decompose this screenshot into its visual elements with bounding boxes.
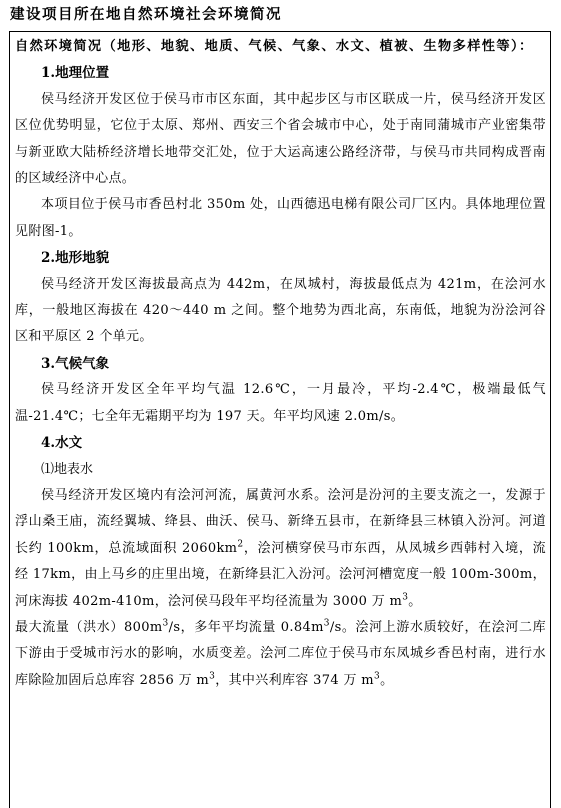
superscript: 2	[237, 539, 244, 550]
text-span: ，浍河横穿侯马市东西，从凤城乡西韩村入境，流经 17km，由上马乡的庄里出境，在新绛县汇入汾河。浍河河槽宽度一般 100m-300m，河床海拔 402m-410m，浍河侯马段年平均径流量为 3000 万 m	[15, 540, 547, 609]
superscript: 3	[209, 671, 216, 682]
subsection-title-terrain: 2.地形地貌	[41, 250, 110, 267]
superscript: 3	[373, 671, 381, 682]
section-heading: 自然环境简况（地形、地貌、地质、气候、气象、水文、植被、生物多样性等）：	[15, 39, 534, 54]
subsection-title-hydrology: 4.水文	[41, 435, 83, 452]
superscript: 3	[162, 618, 169, 629]
paragraph-hydrology-1	[15, 483, 546, 615]
paragraph-hydrology-2	[15, 615, 546, 694]
frame-top-border	[9, 31, 551, 32]
text-span: 。	[380, 672, 394, 688]
superscript: 3	[402, 592, 409, 603]
superscript: 3	[323, 618, 330, 629]
item-surface-water: ⑴地表水	[41, 461, 94, 477]
subsection-title-climate: 3.气候气象	[41, 355, 110, 372]
paragraph-climate-1: 侯马经济开发区全年平均气温 12.6℃，一月最冷，平均-2.4℃，极端最低气温-21.4℃；七全年无霜期平均为 197 天。年平均风速 2.0m/s。	[15, 382, 546, 424]
subsection-title-location: 1.地理位置	[41, 65, 110, 82]
text-span: ，其中兴利库容 374 万 m	[215, 672, 374, 688]
text-span: /s。浍河上游水质较好，在浍河二库下游由于受城市污水的影响，水质变差。浍河二库位于侯马市东凤城乡香邑村南，进行水库除险加固后总库容 2856 万 m	[15, 619, 546, 688]
document-body	[15, 34, 546, 694]
text-span: 侯马经济开发区境内有浍河河流，属黄河水系。浍河是汾河的主要支流之一，发源于浮山桑王庙，流经翼城、绛县、曲沃、侯马、新绛五县市，在新绛县三林镇入汾河。河道长约 100km，总流域面积 2060km	[15, 487, 546, 556]
page-title: 建设项目所在地自然环境社会环境简况	[10, 7, 282, 23]
paragraph-terrain-1: 侯马经济开发区海拔最高点为 442m，在凤城村，海拔最低点为 421m，在浍河水库，一般地区海拔在 420～440 m 之间。整个地势为西北高，东南低，地貌为汾浍河谷区和平原区 2 个单元。	[15, 276, 546, 345]
text-span: 最大流量（洪水）800m	[15, 619, 163, 635]
text-span: /s，多年平均流量 0.84m	[168, 619, 324, 635]
text-span: 。	[408, 593, 422, 609]
paragraph-location-2: 本项目位于侯马市香邑村北 350m 处，山西德迅电梯有限公司厂区内。具体地理位置见附图-1。	[15, 197, 546, 239]
paragraph-location-1: 侯马经济开发区位于侯马市市区东面，其中起步区与市区联成一片，侯马经济开发区区位优势明显，它位于太原、郑州、西安三个省会城市中心，处于南同蒲城市产业密集带与新亚欧大陆桥经济增长地带交汇处，位于大运高速公路经济带，与侯马市共同构成晋南的区域经济中心点。	[15, 91, 546, 187]
